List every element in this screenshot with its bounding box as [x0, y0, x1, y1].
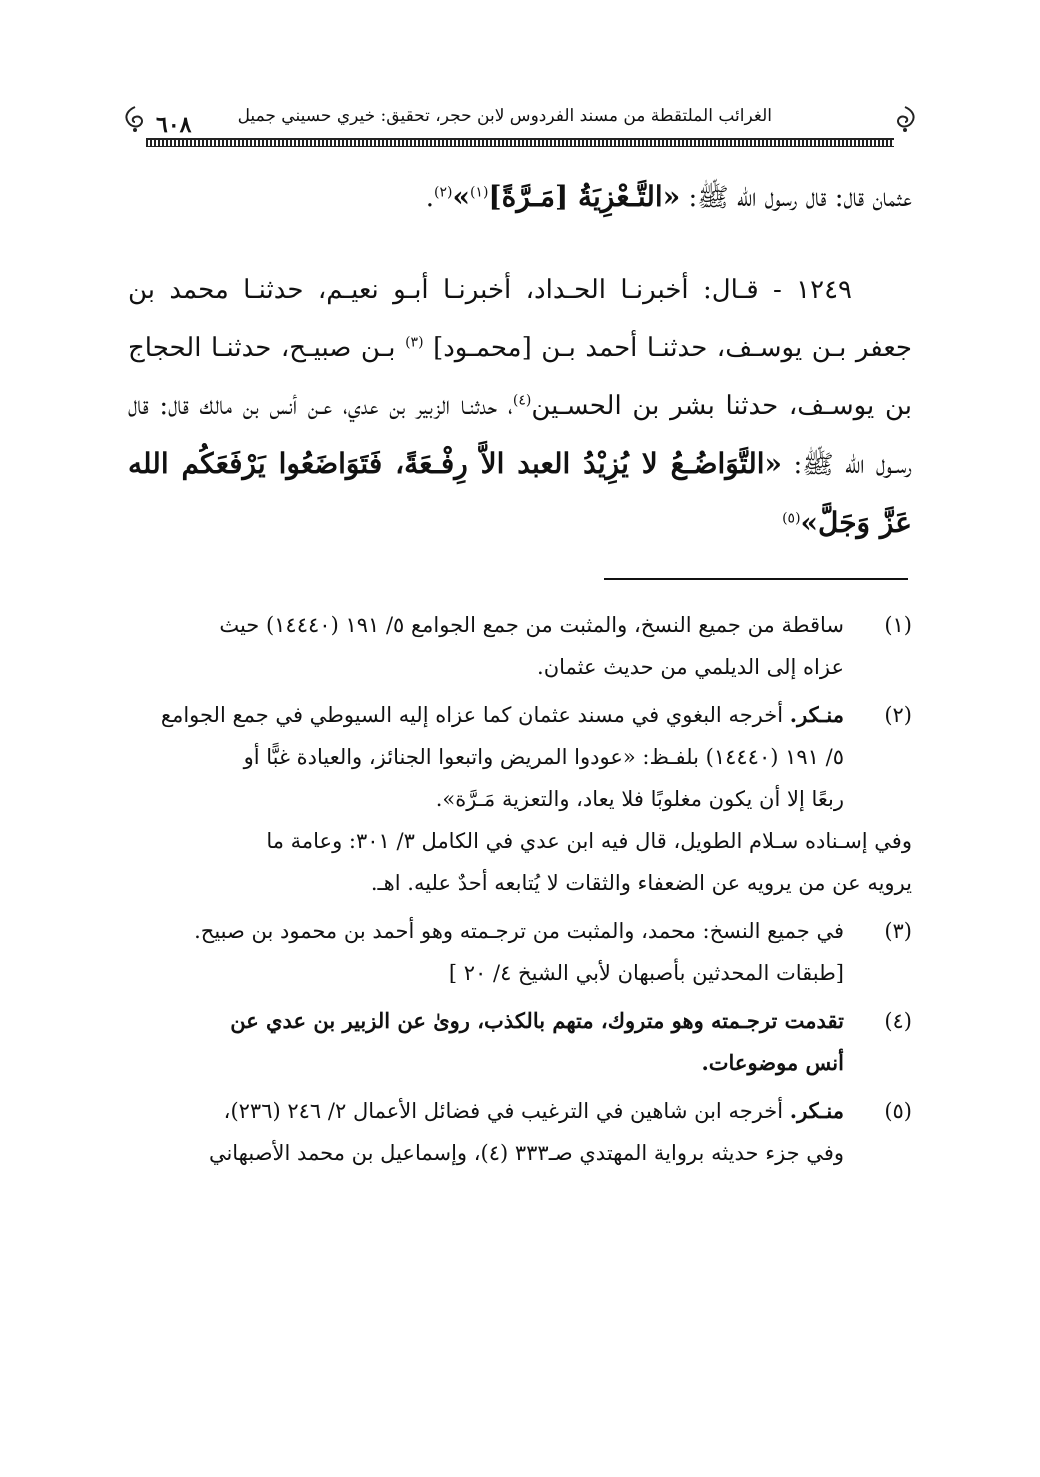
footnote-ref[interactable]: (٢) [433, 184, 453, 201]
hadith-text: «التَّوَاضُـعُ لا يُزِيْدُ العبد الاَّ رِفْـعَةً، فَتَوَاضَعُوا يَرْفَعَكُم الله عَزَّ وَجَلَّ» [128, 447, 912, 539]
footnote-number: (٤) [884, 1009, 912, 1033]
footnote-number: (٢) [884, 703, 912, 727]
opening-line: عثمان قال: قال رسول الله ﷺ: «التَّـعْزِيَةُ [مَـرَّةً]$^{(١)}$»$^{(٢)}$. [425, 180, 912, 213]
footnote-number: (٥) [884, 1099, 912, 1123]
header-rule [146, 138, 894, 147]
grading-label: منـكر. [789, 702, 844, 727]
footnote: (١) ساقطة من جميع النسخ، والمثبت من جمع الجوامع ٥/ ١٩١ (١٤٤٤٠) حيث عزاه إلى الديلمي من حديث عثمان. [128, 604, 912, 688]
hadith-paragraph: ١٢٤٩ - قـال: أخبرنـا الحـداد، أخبرنـا أبـو نعيـم، حدثنـا محمد بن جعفر بـن يوسـف، حدثنـا أحمد بـن [محمـود] $^{(٣)}$ بـن صبيـح، حدثنـا الحجاج بن يوسـف، حدثنا بشر بن الحسـين$^{(٤)}$، حدثنـا الزبير بن عدي، عـن أنس بن مالك قال: قال رسـول الله ﷺ: «التَّوَاضُـعُ لا يُزِيْدُ العبد الاَّ رِفْـعَةً، فَتَوَاضَعُوا يَرْفَعَكُم الله عَزَّ وَجَلَّ»$^{(٥)}$ [128, 275, 912, 539]
footnotes [128, 604, 912, 1180]
main-text [128, 168, 912, 553]
footnote-ref[interactable]: (١) [469, 184, 489, 201]
footnote-ref[interactable]: (٥) [782, 510, 801, 527]
footnote-number: (٣) [884, 919, 912, 943]
footnote: (٥) منـكر. أخرجه ابن شاهين في الترغيب في فضائل الأعمال ٢/ ٢٤٦ (٢٣٦)، وفي جزء حديثه برواية المهتدي صـ٣٣٣ (٤)، وإسماعيل بن محمد الأصبهاني [128, 1090, 912, 1174]
book-title: الغرائب الملتقطة من مسند الفردوس لابن حجر، تحقيق: خيري حسيني جميل [237, 106, 772, 126]
page-number: ٦٠٨ [156, 112, 192, 138]
footnote: (٤) تقدمت ترجـمته وهو متروك، متهم بالكذب، روىٰ عن الزبير بن عدي عن أنس موضوعات. [128, 1000, 912, 1084]
ornament-icon [120, 104, 150, 134]
footnote: (٢) منـكر. أخرجه البغوي في مسند عثمان كما عزاه إليه السيوطي في جمع الجوامع ٥/ ١٩١ (١٤٤٤٠) بلفـظ: «عودوا المريض واتبعوا الجنائز، والعيادة غبًّا أو ربعًا إلا أن يكون مغلوبًا فلا يعاد، والتعزية مَـرَّة». وفي إسـناده سـلام الطويل، قال فيه ابن عدي في الكامل ٣/ ٣٠١: وعامة ما يرويه عن من يرويه عن الضعفاء والثقات لا يُتابعه أحدٌ عليه. اهـ. [128, 694, 912, 904]
running-header [128, 102, 912, 148]
footnote-continuation: وفي إسـناده سـلام الطويل، قال فيه ابن عدي في الكامل ٣/ ٣٠١: وعامة ما يرويه عن من يرويه عن الضعفاء والثقات لا يُتابعه أحدٌ عليه. اهـ. [266, 829, 912, 895]
footnote-ref[interactable]: (٤) [512, 392, 532, 409]
footnote-ref[interactable]: (٣) [405, 334, 424, 351]
footnote: (٣) في جميع النسخ: محمد، والمثبت من ترجـمته وهو أحمد بن محمود بن صبيح. [طبقات المحدثين بأصبهان لأبي الشيخ ٤/ ٢٠ ] [128, 910, 912, 994]
footnote-separator [604, 578, 908, 580]
grading-label: منـكر. [789, 1098, 844, 1123]
hadith-text: «التَّـعْزِيَةُ [مَـرَّةً] [488, 180, 681, 213]
ornament-icon [890, 104, 920, 134]
footnote-number: (١) [884, 613, 912, 637]
